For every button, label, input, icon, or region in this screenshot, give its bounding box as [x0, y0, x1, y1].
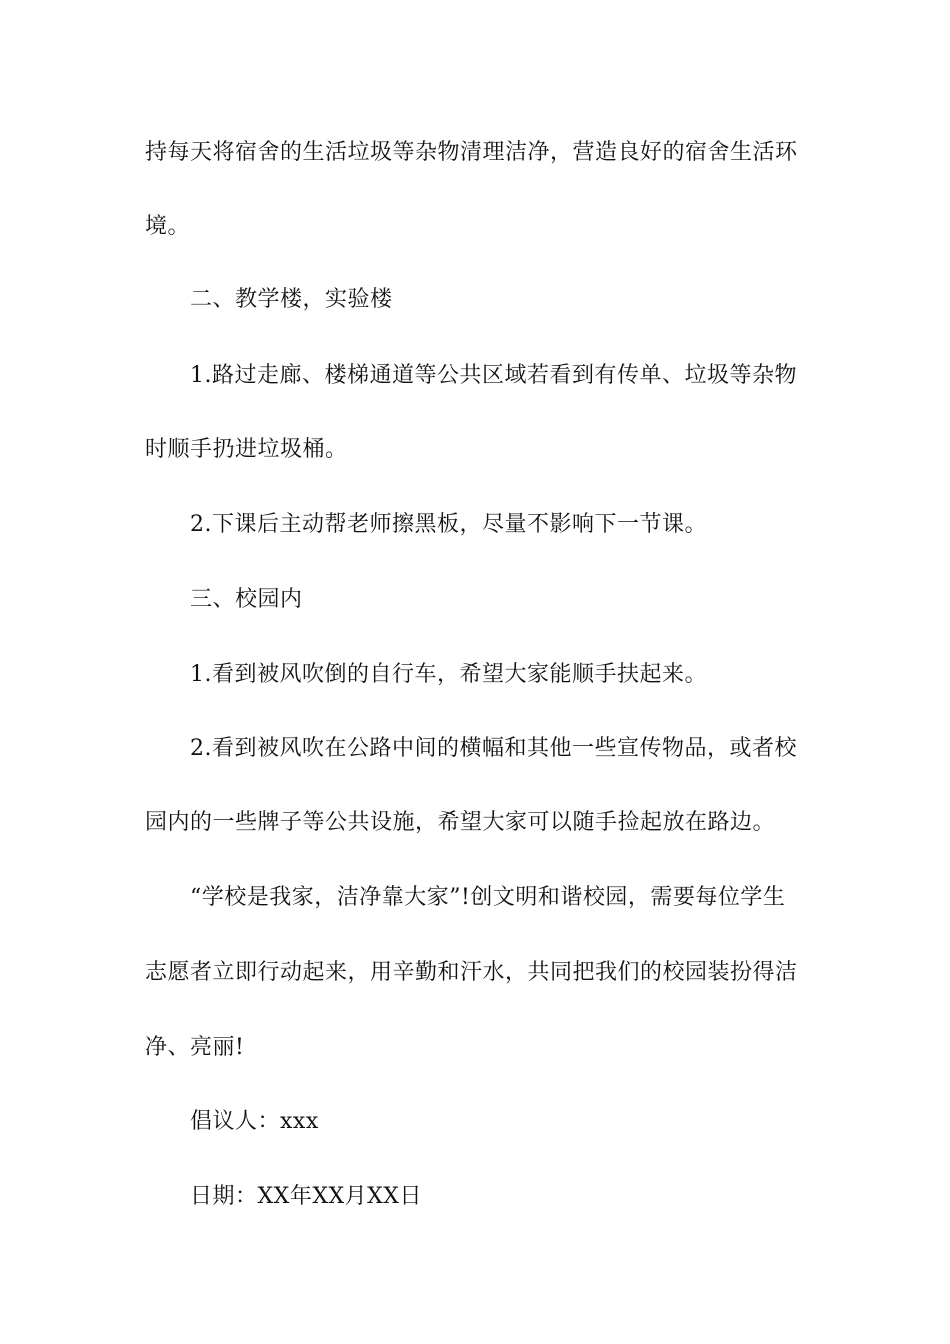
paragraph-line-1: 持每天将宿舍的生活垃圾等杂物清理洁净，营造良好的宿舍生活环 [145, 140, 798, 165]
date-line: 日期：XX年XX月XX日 [190, 1184, 422, 1209]
paragraph-line-5: 时顺手扔进垃圾桶。 [145, 437, 348, 462]
section-heading-teaching-building: 二、教学楼，实验楼 [190, 287, 393, 312]
paragraph-line-9: 2.看到被风吹在公路中间的横幅和其他一些宣传物品，或者校 [190, 736, 797, 761]
paragraph-line-12: 志愿者立即行动起来，用辛勤和汗水，共同把我们的校园装扮得洁 [145, 960, 798, 985]
paragraph-line-6: 2.下课后主动帮老师擦黑板，尽量不影响下一节课。 [190, 512, 707, 537]
paragraph-line-11: “学校是我家，洁净靠大家”!创文明和谐校园，需要每位学生 [190, 885, 786, 910]
paragraph-line-8: 1.看到被风吹倒的自行车，希望大家能顺手扶起来。 [190, 662, 707, 687]
paragraph-line-13: 净、亮丽! [145, 1035, 245, 1060]
paragraph-line-10: 园内的一些牌子等公共设施，希望大家可以随手捡起放在路边。 [145, 810, 776, 835]
paragraph-line-4: 1.路过走廊、楼梯通道等公共区域若看到有传单、垃圾等杂物 [190, 363, 797, 388]
paragraph-line-2: 境。 [145, 214, 191, 239]
section-heading-campus: 三、校园内 [190, 587, 303, 612]
initiator-line: 倡议人：xxx [190, 1109, 319, 1134]
